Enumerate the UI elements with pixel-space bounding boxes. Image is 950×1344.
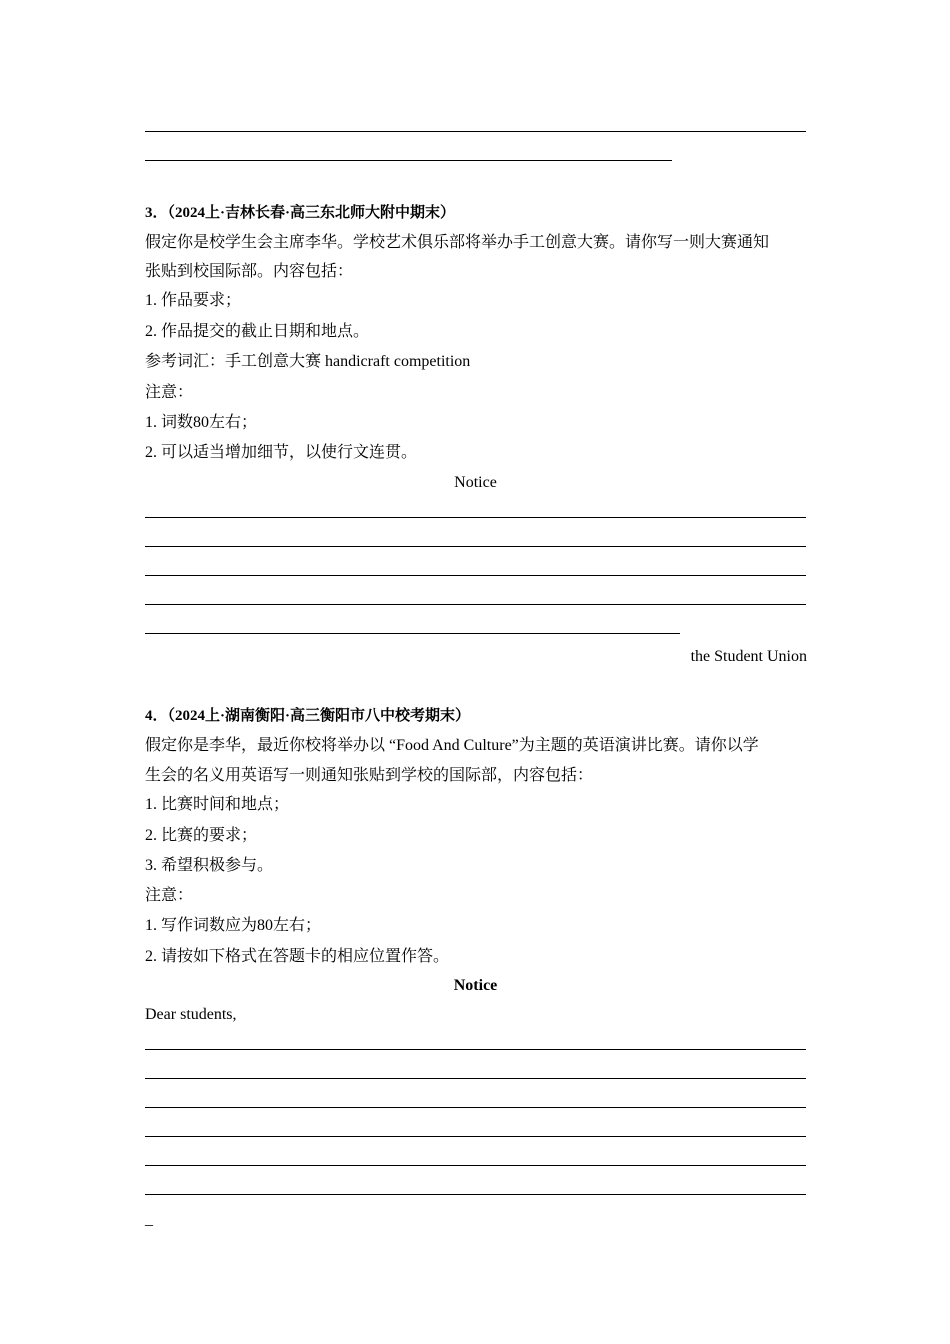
q3-vocab: 参考词汇：手工创意大赛 handicraft competition — [145, 353, 471, 370]
q4-note-label: 注意： — [145, 887, 194, 904]
answer-line[interactable] — [145, 546, 806, 547]
answer-line[interactable] — [145, 604, 806, 605]
q3-header: 3．（2024上·吉林长春·高三东北师大附中期末） — [145, 205, 456, 221]
answer-line[interactable] — [145, 1165, 806, 1166]
q4-greeting: Dear students, — [145, 1006, 237, 1023]
answer-line[interactable] — [145, 1107, 806, 1108]
answer-line[interactable] — [145, 1049, 806, 1050]
answer-line[interactable] — [145, 633, 680, 634]
answer-line[interactable] — [145, 517, 806, 518]
q4-note-2: 2. 请按如下格式在答题卡的相应位置作答。 — [145, 948, 450, 965]
q4-notice-title: Notice — [453, 977, 498, 994]
q3-item-2: 2. 作品提交的截止日期和地点。 — [145, 323, 370, 340]
q4-prompt-line2: 生会的名义用英语写一则通知张贴到学校的国际部，内容包括： — [145, 767, 594, 784]
q4-prompt-line1: 假定你是李华，最近你校将举办以 “Food And Culture”为主题的英语演讲比赛。请你以学 — [145, 737, 759, 754]
answer-line[interactable] — [145, 1078, 806, 1079]
q4-header: 4．（2024上·湖南衡阳·高三衡阳市八中校考期末） — [145, 708, 471, 724]
answer-line[interactable] — [145, 1194, 806, 1195]
q4-item-3: 3. 希望积极参与。 — [145, 857, 274, 874]
q3-prompt-line1: 假定你是校学生会主席李华。学校艺术俱乐部将举办手工创意大赛。请你写一则大赛通知 — [145, 234, 770, 251]
q3-signature: the Student Union — [690, 648, 807, 665]
answer-line[interactable] — [145, 131, 806, 132]
q4-item-1: 1. 比赛时间和地点； — [145, 796, 290, 813]
q3-notice-title: Notice — [454, 474, 497, 491]
q3-item-1: 1. 作品要求； — [145, 292, 242, 309]
q3-note-1: 1. 词数80左右； — [145, 414, 258, 431]
answer-line[interactable] — [145, 575, 806, 576]
q4-item-2: 2. 比赛的要求； — [145, 827, 258, 844]
q4-note-1: 1. 写作词数应为80左右； — [145, 917, 322, 934]
q3-note-label: 注意： — [145, 384, 194, 401]
trailing-underscore: _ — [145, 1211, 153, 1228]
q3-prompt-line2: 张贴到校国际部。内容包括： — [145, 263, 354, 280]
answer-line[interactable] — [145, 160, 672, 161]
answer-line[interactable] — [145, 1136, 806, 1137]
q3-note-2: 2. 可以适当增加细节，以使行文连贯。 — [145, 444, 418, 461]
